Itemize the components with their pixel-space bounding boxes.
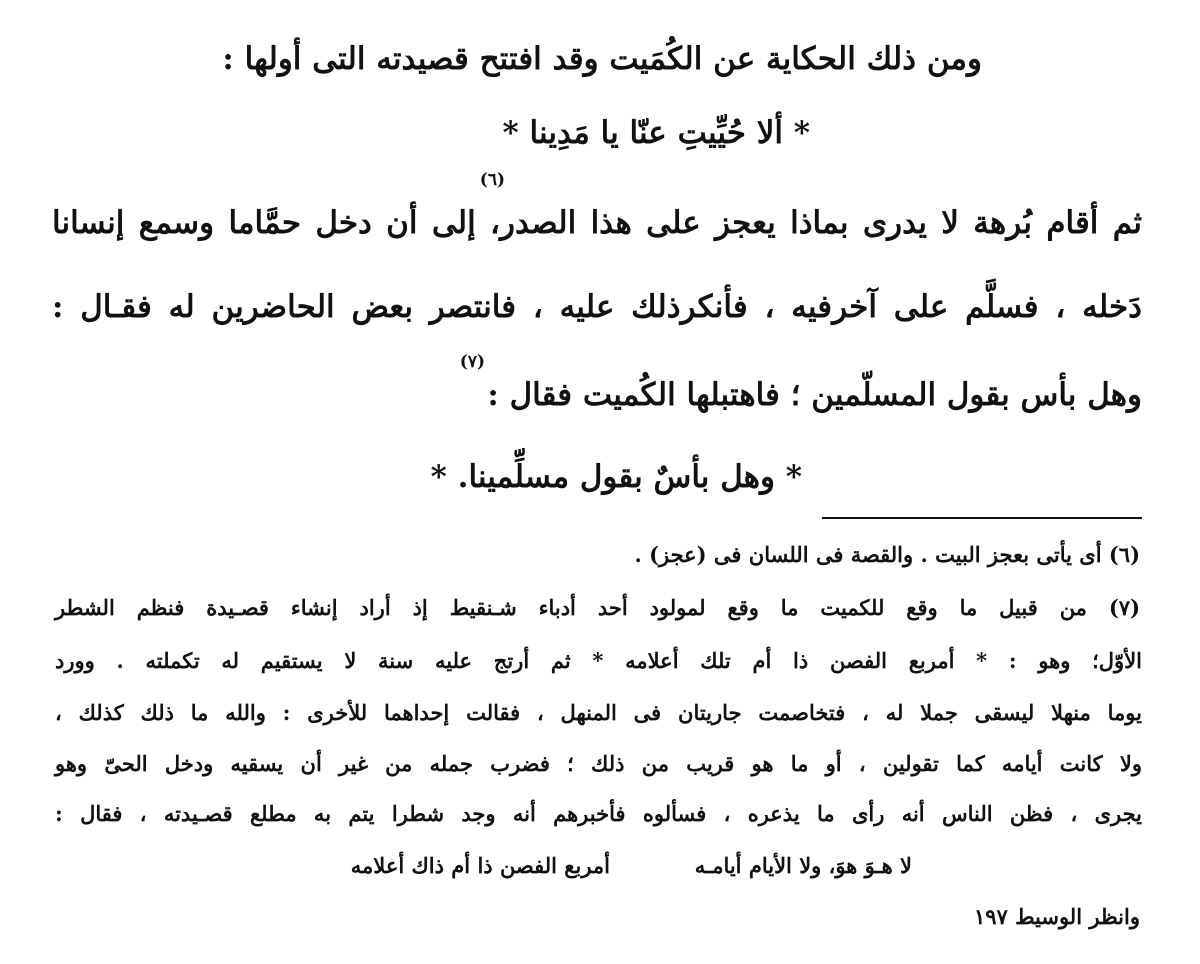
body-line-4: وهل بأس بقول المسلّمين ؛ فاهتبلها الكُميت فقال : bbox=[487, 377, 1142, 413]
footnote-7-line-4: ولا كانت أيامه كما تقولين ، أو ما هو قريب من ذلك ؛ فضرب جمله من غير أن يسقيه ودخل الحىّ وهو bbox=[55, 751, 1142, 776]
footnote-7-line-3: يوما منهلا ليسقى جملا له ، فتخاصمت جاريتان فى المنهل ، فقالت إحداهما للأخرى : والله ما ذلك كذلك ، bbox=[55, 700, 1142, 725]
footnote-separator bbox=[822, 517, 1142, 519]
body-line-3: دَخله ، فسلَّم على آخرفيه ، فأنكرذلك عليه ، فانتصر بعض الحاضرين له فقـال : bbox=[52, 289, 1142, 325]
footnote-reference: وانظر الوسيط ١٩٧ bbox=[973, 904, 1140, 929]
footnote-verse-second-half: لا هـوَ هوَ، ولا الأيام أيامـه bbox=[694, 853, 912, 878]
body-line-1: ومن ذلك الحكاية عن الكُمَيت وقد افتتح قصيدته التى أولها : bbox=[222, 41, 982, 77]
footnote-7-line-2: الأوّل؛ وهو : * أمربع الفصن ذا أم تلك أعلامه * ثم أرتج عليه سنة لا يستقيم له تكملته . وورد bbox=[55, 648, 1142, 673]
verse-line-1: * ألا حُيِّيتِ عنّا يا مَدِينا * bbox=[502, 115, 810, 151]
footnote-7-line-1: (٧) من قبيل ما وقع للكميت ما وقع لمولود أحد أدباء شـنقيط إذ أراد إنشاء قصـيدة فنظم الشطر bbox=[55, 595, 1140, 620]
footnote-verse-first-half: أمربع الفصن ذا أم ذاك أعلامه bbox=[350, 853, 610, 878]
footnote-marker-6: (٦) bbox=[479, 170, 505, 190]
verse-line-2: * وهل بأسٌ بقول مسلِّمينا. * bbox=[430, 459, 802, 495]
body-line-2: ثم أقام بُرهة لا يدرى بماذا يعجز على هذا الصدر، إلى أن دخل حمَّاما وسمع إنسانا bbox=[52, 205, 1142, 241]
footnote-6: (٦) أى يأتى بعجز البيت . والقصة فى اللسان فى (عجز) . bbox=[634, 542, 1140, 567]
footnote-7-line-5: يجرى ، فظن الناس أنه رأى ما يذعره ، فسألوه فأخبرهم أنه وجد شطرا يتم به مطلع قصـيدته ، فقال : bbox=[55, 801, 1142, 826]
footnote-marker-7: (٧) bbox=[459, 352, 485, 372]
